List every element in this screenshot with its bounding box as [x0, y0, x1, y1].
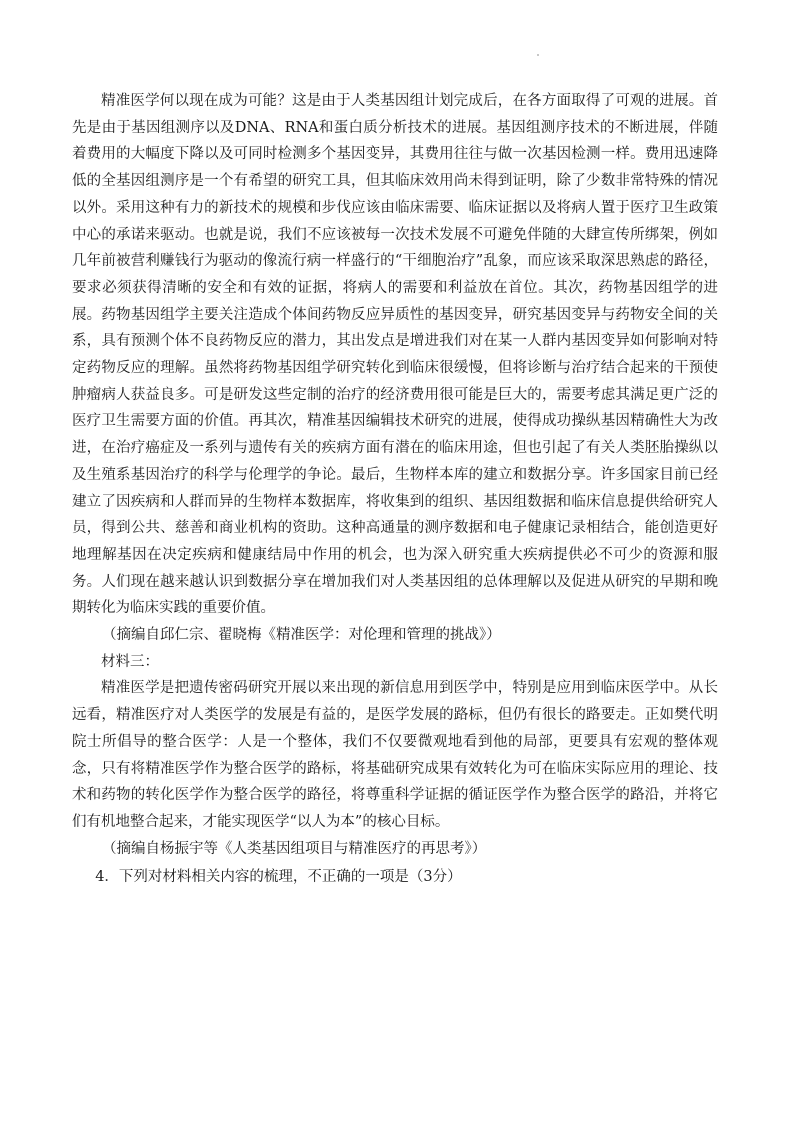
source-citation-1: （摘编自邱仁宗、翟晓梅《精准医学：对伦理和管理的挑战》） — [102, 627, 501, 644]
body-paragraph-1: 精准医学何以现在成为可能？这是由于人类基因组计划完成后，在各方面取得了可观的进展。首先是由于基因组测序以及DNA、RNA和蛋白质分析技术的进展。基因组测序技术的不断进展，伴随着费用的大幅度下降以及可同时检测多个基因变异，其费用往往与做一次基因检测一样。费用迅速降低的全基因组测序是一个有希望的研究工具，但其临床效用尚未得到证明，除了少数非常特殊的情况以外。采用这种有力的新技术的规模和步伐应该由临床需要、临床证据以及将病人置于医疗卫生政策中心的承诺来驱动。也就是说，我们不应该被每一次技术发展不可避免伴随的大肆宣传所绑架，例如几年前被营利赚钱行为驱动的像流行病一样盛行的“干细胞治疗”乱象，而应该采取深思熟虑的路径，要求必须获得清晰的安全和有效的证据，将病人的需要和利益放在首位。其次，药物基因组学的进展。药物基因组学主要关注造成个体间药物反应异质性的基因变异，研究基因变异与药物安全间的关系，具有预测个体不良药物反应的潜力，其出发点是增进我们对在某一人群内基因变异如何影响对特定药物反应的理解。虽然将药物基因组学研究转化到临床很缓慢，但将诊断与治疗结合起来的干预使肿瘤病人获益良多。可是研发这些定制的治疗的经济费用很可能是巨大的，需要考虑其满足更广泛的医疗卫生需要方面的价值。再其次，精准基因编辑技术研究的进展，使得成功操纵基因精确性大为改进，在治疗癌症及一系列与遗传有关的疾病方面有潜在的临床用途，但也引起了有关人类胚胎操纵以及生殖系基因治疗的科学与伦理学的争论。最后，生物样本库的建立和数据分享。许多国家目前已经建立了因疾病和人群而异的生物样本数据库，将收集到的组织、基因组数据和临床信息提供给研究人员，得到公共、慈善和商业机构的资助。这种高通量的测序数据和电子健康记录相结合，能创造更好地理解基因在决定疾病和健康结局中作用的机会，也为深入研究重大疾病提供必不可少的资源和服务。人们现在越来越认识到数据分享在增加我们对人类基因组的总体理解以及促进从研究的早期和晚期转化为临床实践的重要价值。 — [72, 93, 718, 617]
document-page — [72, 88, 718, 891]
source-citation-2: （摘编自杨振宇等《人类基因组项目与精准医疗的再思考》） — [102, 840, 487, 857]
question-4: 4．下列对材料相关内容的梳理，不正确的一项是（3分） — [95, 869, 462, 886]
scan-speck — [537, 54, 539, 56]
material-3-heading: 材料三： — [101, 653, 159, 670]
body-paragraph-2: 精准医学是把遗传密码研究开展以来出现的新信息用到医学中，特别是应用到临床医学中。从长远看，精准医疗对人类医学的发展是有益的，是医学发展的路标，但仍有很长的路要走。正如樊代明院士所倡导的整合医学：人是一个整体，我们不仅要微观地看到他的局部，更要具有宏观的整体观念，只有将精准医学作为整合医学的路标，将基础研究成果有效转化为可在临床实际应用的理论、技术和药物的转化医学作为整合医学的路径，将尊重科学证据的循证医学作为整合医学的路沿，并将它们有机地整合起来，才能实现医学“以人为本”的核心目标。 — [72, 680, 718, 830]
